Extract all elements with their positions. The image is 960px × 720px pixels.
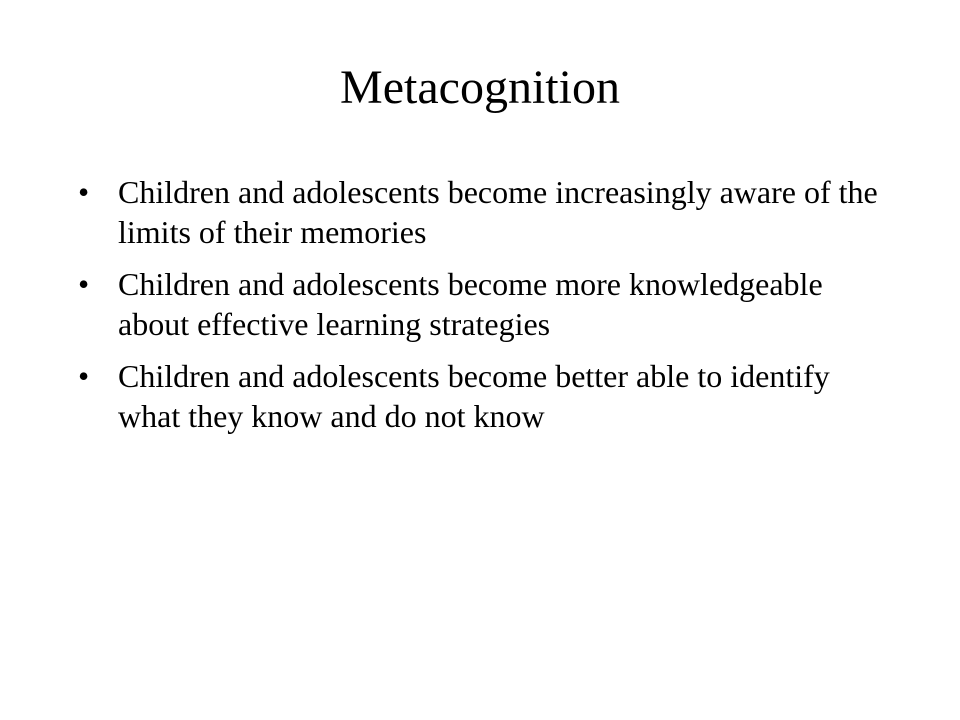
slide-title: Metacognition: [340, 61, 620, 114]
bullet-text: Children and adolescents become increasingly aware of the limits of their memories: [118, 174, 878, 250]
bullet-marker: •: [78, 174, 90, 210]
bullet-text: Children and adolescents become more knowledgeable about effective learning strategies: [118, 266, 823, 342]
bullet-item: [78, 264, 878, 344]
bullet-text: Children and adolescents become better able to identify what they know and do not know: [118, 358, 830, 434]
bullet-item: [78, 356, 878, 436]
bullet-marker: •: [78, 358, 90, 394]
bullet-item: [78, 172, 878, 252]
bullet-marker: •: [78, 266, 90, 302]
bullet-list: [78, 172, 878, 436]
